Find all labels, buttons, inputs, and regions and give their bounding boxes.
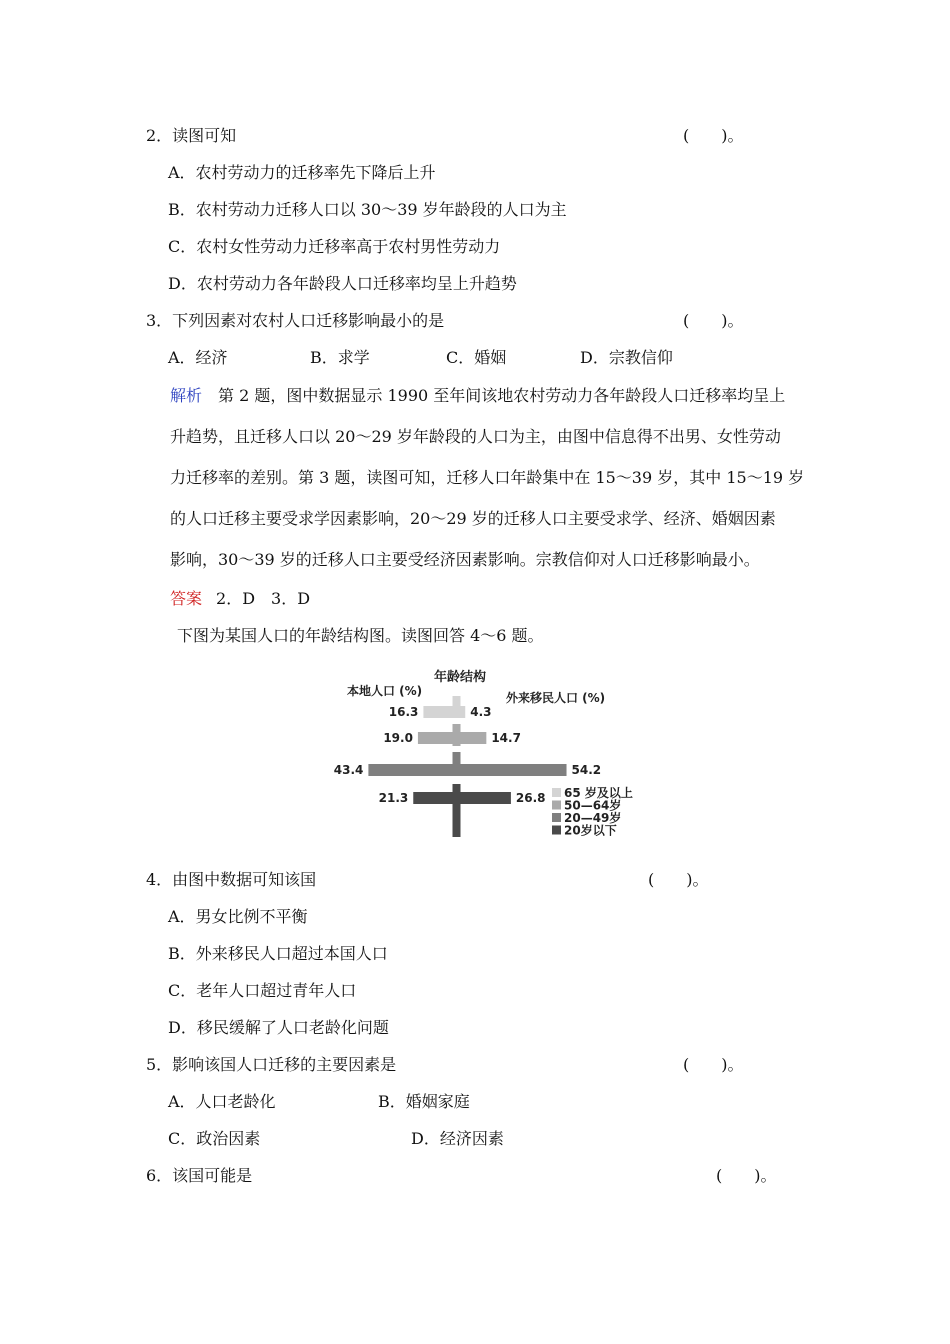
question-3-answer-blank: ( )。 — [683, 311, 744, 330]
bar-local — [418, 732, 457, 744]
bar-local — [368, 764, 456, 776]
question-2-option-c: C．农村女性劳动力迁移率高于农村男性劳动力 — [168, 237, 501, 256]
answer-label: 答案 — [170, 589, 203, 608]
legend-swatch — [552, 801, 561, 810]
bar-migrant-value: 14.7 — [491, 731, 521, 745]
bar-local-value: 19.0 — [383, 731, 413, 745]
legend-label: 50—64岁 — [564, 798, 622, 813]
chart-right-label: 外来移民人口 (%) — [506, 691, 606, 705]
question-5-stem: 5．影响该国人口迁移的主要因素是 — [146, 1055, 397, 1074]
bar-migrant — [457, 764, 567, 776]
question-4-answer-blank: ( )。 — [648, 870, 709, 889]
bar-migrant-value: 54.2 — [571, 763, 602, 777]
chart-title: 年龄结构 — [433, 670, 487, 685]
question-4-option-c: C．老年人口超过青年人口 — [168, 981, 357, 1000]
question-2-option-d: D．农村劳动力各年龄段人口迁移率均呈上升趋势 — [168, 274, 517, 293]
analysis-line-2: 升趋势，且迁移人口以 20～29 岁年龄段的人口为主，由图中信息得不出男、女性劳动 — [170, 427, 781, 446]
question-5-option-c: C．政治因素 — [168, 1129, 261, 1148]
analysis-line-3: 力迁移率的差别。第 3 题，读图可知，迁移人口年龄集中在 15～39 岁，其中 15～19 岁 — [170, 468, 805, 487]
analysis-line-1 — [170, 386, 785, 406]
bar-local-value: 43.4 — [333, 763, 364, 777]
question-5-answer-blank: ( )。 — [683, 1055, 744, 1074]
question-2-option-b: B．农村劳动力迁移人口以 30～39 岁年龄段的人口为主 — [168, 200, 567, 219]
figure-intro: 下图为某国人口的年龄结构图。读图回答 4～6 题。 — [177, 626, 544, 645]
question-4-option-a: A．男女比例不平衡 — [168, 907, 308, 926]
analysis-label: 解析 — [170, 386, 203, 405]
chart-left-label: 本地人口 (%) — [347, 684, 423, 698]
question-4-option-b: B．外来移民人口超过本国人口 — [168, 944, 388, 963]
question-3-option-d: D．宗教信仰 — [580, 348, 673, 367]
answer-text: 2．D 3．D — [216, 589, 311, 608]
analysis-line-5: 影响，30～39 岁的迁移人口主要受经济因素影响。宗教信仰对人口迁移影响最小。 — [170, 550, 760, 569]
analysis-line-4: 的人口迁移主要受求学因素影响，20～29 岁的迁移人口主要受求学、经济、婚姻因素 — [170, 509, 776, 528]
bar-migrant-value: 4.3 — [470, 705, 492, 719]
bar-migrant-value: 26.8 — [515, 791, 546, 805]
answer-line — [170, 589, 310, 609]
legend-swatch — [552, 813, 561, 822]
chart-bars — [334, 696, 601, 837]
chart-legend — [552, 785, 633, 838]
legend-label: 20—49岁 — [564, 811, 622, 825]
question-4-option-d: D．移民缓解了人口老龄化问题 — [168, 1018, 389, 1037]
bar-local — [423, 706, 456, 718]
question-5-option-b: B．婚姻家庭 — [378, 1092, 470, 1111]
question-5-option-d: D．经济因素 — [411, 1129, 504, 1148]
legend-label: 20岁以下 — [564, 823, 617, 838]
question-2-stem: 2．读图可知 — [146, 126, 237, 145]
question-5-option-a: A．人口老龄化 — [168, 1092, 276, 1111]
legend-swatch — [552, 788, 561, 797]
bar-local-value: 21.3 — [378, 791, 409, 805]
bar-local — [413, 792, 456, 804]
question-4-stem: 4．由图中数据可知该国 — [146, 870, 317, 889]
question-2-answer-blank: ( )。 — [683, 126, 744, 145]
analysis-text-1: 第 2 题，图中数据显示 1990 至年间该地农村劳动力各年龄段人口迁移率均呈上 — [218, 386, 786, 405]
bar-migrant — [457, 732, 487, 744]
bar-local-value: 16.3 — [388, 705, 419, 719]
question-3-option-b: B．求学 — [310, 348, 370, 367]
legend-swatch — [552, 826, 561, 835]
question-2-option-a: A．农村劳动力的迁移率先下降后上升 — [168, 163, 436, 182]
bar-migrant — [457, 706, 466, 718]
question-3-option-c: C．婚姻 — [446, 348, 507, 367]
question-3-stem: 3．下列因素对农村人口迁移影响最小的是 — [146, 311, 445, 330]
bar-migrant — [457, 792, 511, 804]
age-structure-chart — [330, 662, 660, 844]
axis-segment — [453, 784, 461, 837]
question-3-option-a: A．经济 — [168, 348, 228, 367]
question-6-answer-blank: ( )。 — [716, 1166, 777, 1185]
question-6-stem: 6．该国可能是 — [146, 1166, 253, 1185]
legend-label: 65 岁及以上 — [564, 786, 633, 800]
